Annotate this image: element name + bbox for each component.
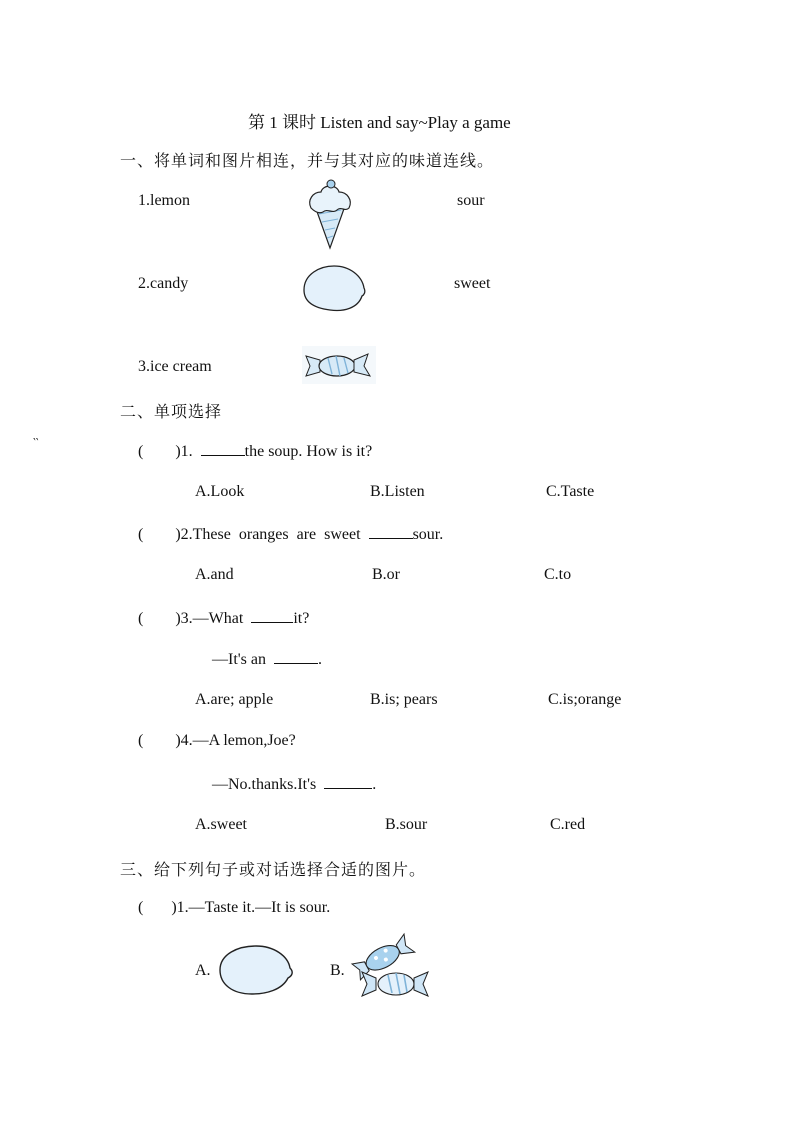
word-candy: 2.candy	[138, 275, 189, 292]
q1-option-a[interactable]: A.Look	[195, 483, 245, 500]
word-lemon: 1.lemon	[138, 192, 190, 209]
answer-paren[interactable]: ( )	[138, 443, 181, 460]
ice-cream-icon	[305, 178, 355, 250]
q4-option-a[interactable]: A.sweet	[195, 816, 247, 833]
candy-icon[interactable]	[350, 934, 432, 1004]
answer-blank[interactable]	[201, 441, 245, 456]
q3-line2: —It's an .	[212, 651, 322, 668]
answer-paren[interactable]: ( )	[138, 899, 177, 916]
q2-option-b[interactable]: B.or	[372, 566, 400, 583]
section2-heading: 二、单项选择	[120, 402, 223, 421]
page-title: 第 1 课时 Listen and say~Play a game	[248, 113, 511, 132]
answer-blank[interactable]	[274, 649, 318, 664]
q2-line: ( )2.These oranges are sweet sour.	[138, 526, 444, 543]
answer-blank[interactable]	[251, 608, 293, 623]
q3-line: ( )3.—What it?	[138, 610, 310, 627]
taste-sour: sour	[457, 192, 485, 209]
q4-line: ( )4.—A lemon,Joe?	[138, 732, 296, 749]
taste-sweet: sweet	[454, 275, 491, 292]
q2-option-a[interactable]: A.and	[195, 566, 234, 583]
q2-option-c[interactable]: C.to	[544, 566, 572, 583]
lemon-icon	[300, 262, 370, 314]
q1-option-b[interactable]: B.Listen	[370, 483, 425, 500]
q4-line2: —No.thanks.It's .	[212, 776, 377, 793]
section1-heading: 一、将单词和图片相连，并与其对应的味道连线。	[120, 151, 495, 170]
q3-option-c[interactable]: C.is;orange	[548, 691, 622, 708]
stray-mark: ‵‵	[33, 436, 39, 450]
q4-option-c[interactable]: C.red	[550, 816, 586, 833]
candy-icon	[302, 346, 376, 384]
answer-paren[interactable]: ( )	[138, 526, 181, 543]
answer-paren[interactable]: ( )	[138, 732, 181, 749]
q1-option-c[interactable]: C.Taste	[546, 483, 595, 500]
answer-paren[interactable]: ( )	[138, 610, 181, 627]
q1-line: ( )1. the soup. How is it?	[138, 443, 373, 460]
s3-option-b-label[interactable]: B.	[330, 962, 345, 979]
section3-heading: 三、给下列句子或对话选择合适的图片。	[120, 860, 427, 879]
answer-blank[interactable]	[369, 524, 413, 539]
s3-q1-line: ( )1.—Taste it.—It is sour.	[138, 899, 331, 916]
word-ice-cream: 3.ice cream	[138, 358, 212, 375]
lemon-icon[interactable]	[216, 944, 298, 996]
q3-option-b[interactable]: B.is; pears	[370, 691, 438, 708]
q4-option-b[interactable]: B.sour	[385, 816, 428, 833]
answer-blank[interactable]	[324, 774, 372, 789]
s3-option-a-label[interactable]: A.	[195, 962, 211, 979]
q3-option-a[interactable]: A.are; apple	[195, 691, 274, 708]
